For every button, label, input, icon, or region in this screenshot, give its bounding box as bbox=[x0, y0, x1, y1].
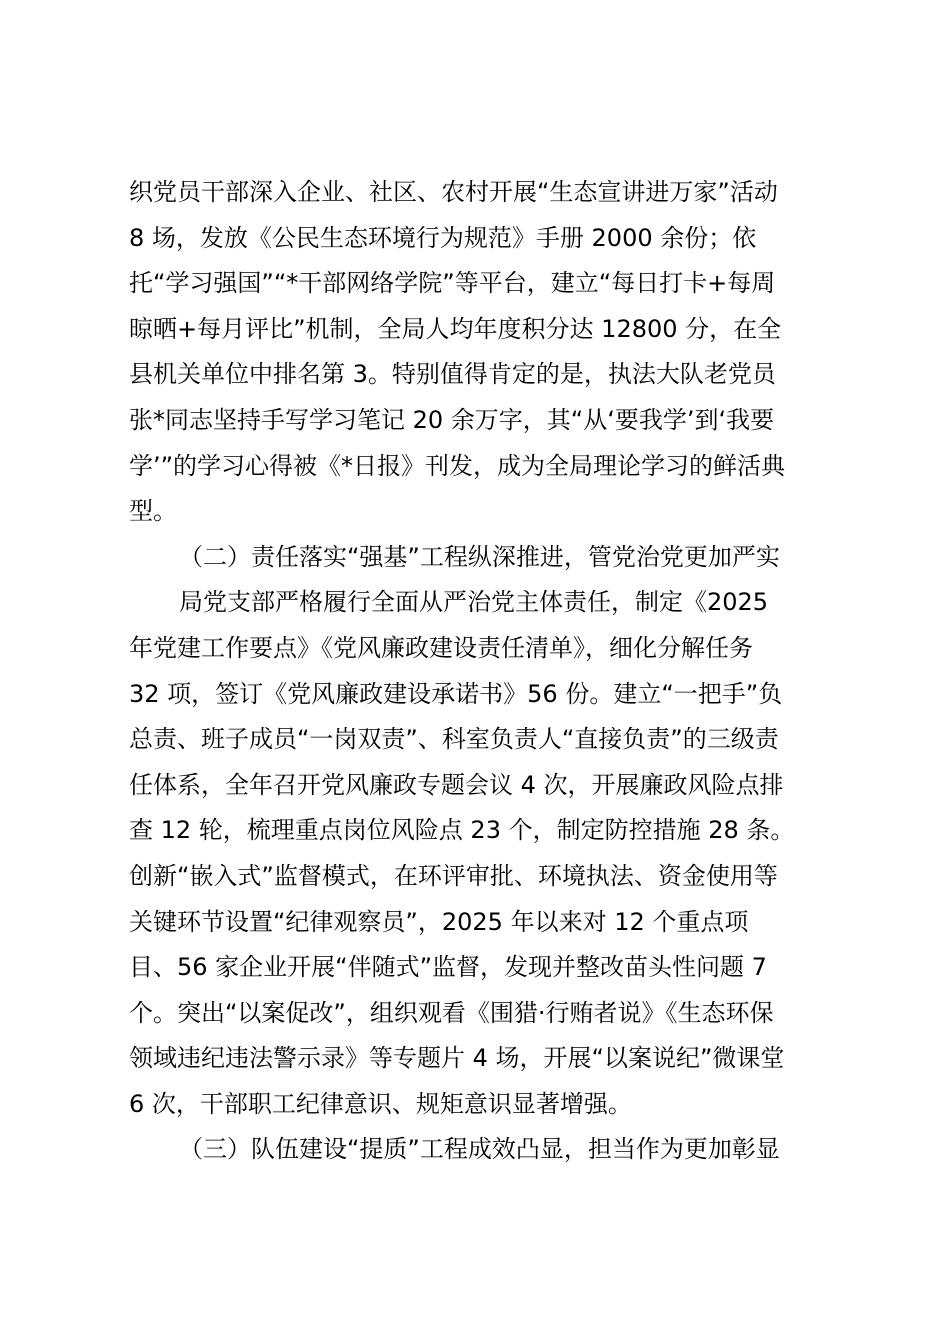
text-line: 年党建工作要点》《党风廉政建设责任清单》，细化分解任务 bbox=[129, 633, 753, 662]
text-line: 张*同志坚持手写学习笔记 20 余万字，其“从‘要我学’到‘我要 bbox=[129, 405, 775, 434]
document-body bbox=[129, 170, 829, 1173]
text-line: （二）责任落实“强基”工程纵深推进，管党治党更加严实 bbox=[179, 542, 780, 571]
text-line: 个。突出“以案促改”，组织观看《围猎·行贿者说》《生态环保 bbox=[129, 998, 774, 1027]
text-line: 托“学习强国”“*干部网络学院”等平台，建立“每日打卡+每周 bbox=[129, 269, 776, 298]
text-line: 32 项，签订《党风廉政建设承诺书》56 份。建立“一把手”负 bbox=[129, 679, 783, 708]
text-line: 关键环节设置“纪律观察员”，2025 年以来对 12 个重点项 bbox=[129, 907, 749, 936]
text-line: 晾晒+每月评比”机制，全局人均年度积分达 12800 分，在全 bbox=[129, 314, 782, 343]
text-line: 目、56 家企业开展“伴随式”监督，发现并整改苗头性问题 7 bbox=[129, 953, 767, 982]
text-line: 县机关单位中排名第 3。特别值得肯定的是，执法大队老党员 bbox=[129, 360, 776, 389]
text-line: 领域违纪违法警示录》等专题片 4 场，开展“以案说纪”微课堂 bbox=[129, 1044, 785, 1073]
text-line: 查 12 轮，梳理重点岗位风险点 23 个，制定防控措施 28 条。 bbox=[129, 816, 795, 845]
text-line: 任体系，全年召开党风廉政专题会议 4 次，开展廉政风险点排 bbox=[129, 770, 784, 799]
text-line: 总责、班子成员“一岗双责”、科室负责人“直接负责”的三级责 bbox=[129, 725, 779, 754]
text-line: 8 场，发放《公民生态环境行为规范》手册 2000 余份；依 bbox=[129, 223, 757, 252]
text-line: 创新“嵌入式”监督模式，在环评审批、环境执法、资金使用等 bbox=[129, 861, 778, 890]
text-line: 学’”的学习心得被《*日报》刊发，成为全局理论学习的鲜活典 bbox=[129, 451, 786, 480]
text-line: 6 次，干部职工纪律意识、规矩意识显著增强。 bbox=[129, 1089, 632, 1118]
text-line: 织党员干部深入企业、社区、农村开展“生态宣讲进万家”活动 bbox=[129, 178, 778, 206]
text-line: （三）队伍建设“提质”工程成效凸显，担当作为更加彰显 bbox=[179, 1135, 780, 1164]
text-line: 型。 bbox=[129, 497, 177, 526]
text-line: 局党支部严格履行全面从严治党主体责任，制定《2025 bbox=[179, 588, 769, 617]
